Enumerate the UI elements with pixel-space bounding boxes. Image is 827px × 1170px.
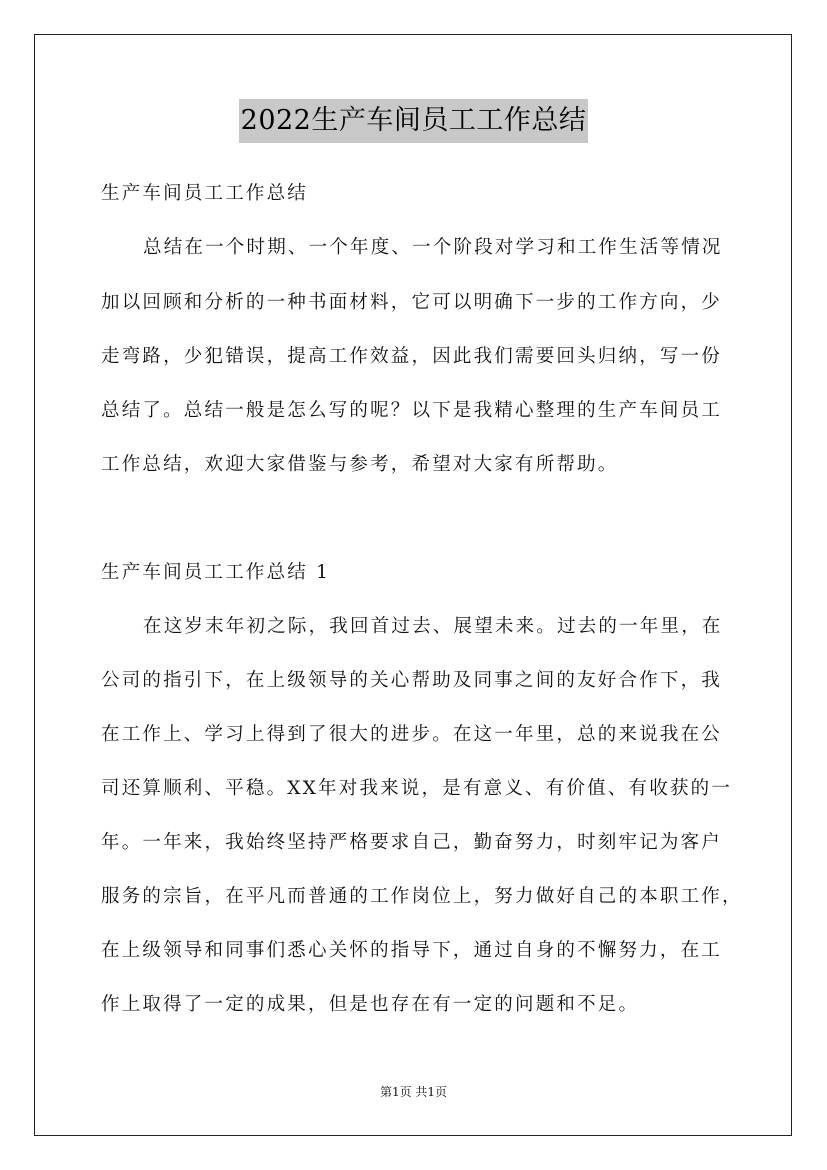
section-paragraph-line: 公司的指引下，在上级领导的关心帮助及同事之间的友好合作下，我 (101, 670, 723, 691)
document-subtitle: 生产车间员工工作总结 (101, 183, 309, 204)
document-title: 2022生产车间员工工作总结 (239, 99, 589, 143)
title-container (0, 99, 827, 143)
intro-paragraph-line: 总结在一个时期、一个年度、一个阶段对学习和工作生活等情况 (143, 237, 723, 258)
section-heading: 生产车间员工工作总结 1 (101, 562, 331, 583)
section-paragraph-line: 作上取得了一定的成果，但是也存在有一定的问题和不足。 (101, 994, 640, 1015)
section-paragraph-line: 在上级领导和同事们悉心关怀的指导下，通过自身的不懈努力，在工 (101, 940, 723, 961)
intro-paragraph-line: 总结了。总结一般是怎么写的呢？以下是我精心整理的生产车间员工 (101, 400, 723, 421)
page-footer: 第1页 共1页 (379, 1085, 448, 1099)
section-paragraph-line: 年。一年来，我始终坚持严格要求自己，勤奋努力，时刻牢记为客户 (101, 832, 723, 853)
section-paragraph-line: 服务的宗旨，在平凡而普通的工作岗位上，努力做好自己的本职工作， (101, 886, 743, 907)
intro-paragraph-line: 加以回顾和分析的一种书面材料，它可以明确下一步的工作方向，少 (101, 292, 723, 313)
section-paragraph-line: 在这岁末年初之际，我回首过去、展望未来。过去的一年里，在 (143, 616, 723, 637)
intro-paragraph-line: 走弯路，少犯错误，提高工作效益，因此我们需要回头归纳，写一份 (101, 346, 723, 367)
section-paragraph-line: 在工作上、学习上得到了很大的进步。在这一年里，总的来说我在公 (101, 724, 723, 745)
section-paragraph-line: 司还算顺利、平稳。XX年对我来说，是有意义、有价值、有收获的一 (101, 778, 733, 799)
intro-paragraph-line: 工作总结，欢迎大家借鉴与参考，希望对大家有所帮助。 (101, 454, 619, 475)
